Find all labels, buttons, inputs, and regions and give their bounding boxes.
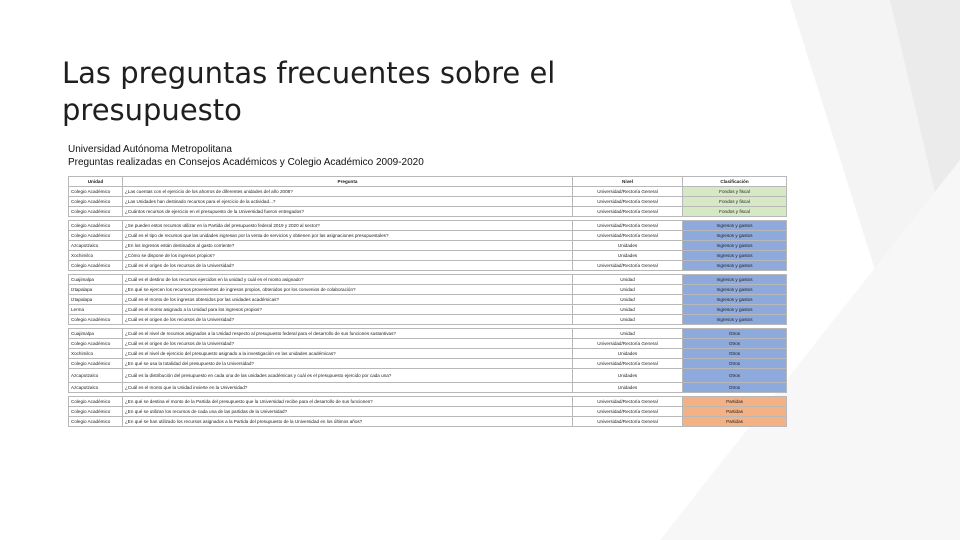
table-row — [69, 251, 787, 261]
table-row — [69, 315, 787, 325]
cell-pregunta: ¿Cuál es el origen de los recursos de la Universidad? — [123, 261, 573, 271]
header-pregunta: Pregunta — [123, 177, 573, 187]
cell-pregunta: ¿Cómo se dispone de los ingresos propios? — [123, 251, 573, 261]
cell-unidad: Colegio Académico — [69, 187, 123, 197]
table-row — [69, 329, 787, 339]
cell-nivel: Universidad/Rectoría General — [573, 407, 683, 417]
cell-pregunta: ¿Cuál es la distribución del presupuesto en cada una de las unidades académicas y cuál es el presupuesto ejercido por cada una? — [123, 369, 573, 383]
cell-nivel: Universidad/Rectoría General — [573, 221, 683, 231]
cell-nivel: Unidad — [573, 285, 683, 295]
cell-clasificacion: Ingresos y gastos — [683, 261, 787, 271]
cell-pregunta: ¿Cuántos recursos de ejercicio en el presupuesto de la Universidad fueron entregados? — [123, 207, 573, 217]
cell-pregunta: ¿Cuál es el nivel de recursos asignados a la Unidad respecto al presupuesto federal para el desarrollo de sus funciones sustantivas? — [123, 329, 573, 339]
cell-clasificacion: Ingresos y gastos — [683, 251, 787, 261]
cell-unidad: Iztapalapa — [69, 295, 123, 305]
cell-pregunta: ¿Las cuentas con el ejercicio de los ahorros de diferentes unidades del año 2008? — [123, 187, 573, 197]
cell-nivel: Unidad — [573, 295, 683, 305]
table-row — [69, 305, 787, 315]
cell-unidad: Xochimilco — [69, 349, 123, 359]
cell-nivel: Unidades — [573, 241, 683, 251]
cell-unidad: Colegio Académico — [69, 359, 123, 369]
cell-pregunta: ¿Cuál es el origen de los recursos de la Universidad? — [123, 315, 573, 325]
cell-unidad: Colegio Académico — [69, 417, 123, 427]
table-row — [69, 197, 787, 207]
cell-nivel: Universidad/Rectoría General — [573, 417, 683, 427]
table-row — [69, 359, 787, 369]
cell-nivel: Universidad/Rectoría General — [573, 397, 683, 407]
cell-clasificacion: Otros — [683, 383, 787, 393]
cell-nivel: Universidad/Rectoría General — [573, 339, 683, 349]
header-nivel: Nivel — [573, 177, 683, 187]
cell-pregunta: ¿En qué se ejercen los recursos provenientes de ingresos propios, obtenidos por los convenios de colaboración? — [123, 285, 573, 295]
cell-unidad: Colegio Académico — [69, 261, 123, 271]
cell-nivel: Universidad/Rectoría General — [573, 207, 683, 217]
table-row — [69, 417, 787, 427]
slide-title: Las preguntas frecuentes sobre el presupuesto — [62, 56, 556, 127]
table-row — [69, 295, 787, 305]
table-header-row — [69, 177, 787, 187]
cell-unidad: Azcapotzalco — [69, 369, 123, 383]
cell-pregunta: ¿En qué se destina el monto de la Partida del presupuesto que la Universidad recibe para el desarrollo de sus funciones? — [123, 397, 573, 407]
cell-clasificacion: Ingresos y gastos — [683, 305, 787, 315]
cell-clasificacion: Partidas — [683, 397, 787, 407]
table-row — [69, 187, 787, 197]
cell-clasificacion: Partidas — [683, 417, 787, 427]
cell-pregunta: ¿Cuál es el monto que la Unidad invierte en la Universidad? — [123, 383, 573, 393]
subtitle-institution: Universidad Autónoma Metropolitana — [68, 144, 232, 155]
cell-unidad: Xochimilco — [69, 251, 123, 261]
cell-pregunta: ¿En los ingresos están destinados al gasto corriente? — [123, 241, 573, 251]
cell-clasificacion: Ingresos y gastos — [683, 241, 787, 251]
cell-unidad: Colegio Académico — [69, 397, 123, 407]
cell-pregunta: ¿En qué se utilizan los recursos de cada una de las partidas de la Universidad? — [123, 407, 573, 417]
cell-unidad: Colegio Académico — [69, 197, 123, 207]
table-row — [69, 407, 787, 417]
cell-unidad: Azcapotzalco — [69, 241, 123, 251]
table-row — [69, 285, 787, 295]
cell-nivel: Unidades — [573, 369, 683, 383]
table-row — [69, 339, 787, 349]
cell-clasificacion: Partidas — [683, 407, 787, 417]
cell-clasificacion: Ingresos y gastos — [683, 295, 787, 305]
cell-pregunta: ¿Se pueden estos recursos utilizar en la Partida del presupuesto federal 2019 y 2020 al sector? — [123, 221, 573, 231]
cell-nivel: Universidad/Rectoría General — [573, 187, 683, 197]
cell-nivel: Unidad — [573, 305, 683, 315]
subtitle-description: Preguntas realizadas en Consejos Académicos y Colegio Académico 2009-2020 — [68, 157, 424, 168]
cell-pregunta: ¿Cuál es el tipo de recursos que las unidades ingresan por la venta de servicios y obtienen por las asignaciones presupuestales? — [123, 231, 573, 241]
cell-clasificacion: Otros — [683, 359, 787, 369]
cell-nivel: Unidades — [573, 383, 683, 393]
questions-table — [68, 176, 787, 427]
cell-clasificacion: Fondos y fiscal — [683, 187, 787, 197]
cell-pregunta: ¿Cuál es el monto de los ingresos obtenidos por las unidades académicas? — [123, 295, 573, 305]
table-row — [69, 349, 787, 359]
cell-unidad: Colegio Académico — [69, 407, 123, 417]
cell-clasificacion: Ingresos y gastos — [683, 275, 787, 285]
cell-pregunta: ¿Cuál es el monto asignado a la Unidad para los ingresos propios? — [123, 305, 573, 315]
cell-clasificacion: Ingresos y gastos — [683, 285, 787, 295]
cell-unidad: Iztapalapa — [69, 285, 123, 295]
cell-nivel: Universidad/Rectoría General — [573, 231, 683, 241]
header-unidad: Unidad — [69, 177, 123, 187]
cell-unidad: Colegio Académico — [69, 207, 123, 217]
table-row — [69, 383, 787, 393]
cell-unidad: Colegio Académico — [69, 315, 123, 325]
cell-unidad: Lerma — [69, 305, 123, 315]
cell-pregunta: ¿Cuál es el destino de los recursos ejercidos en la unidad y cuál es el monto asignado? — [123, 275, 573, 285]
table-body — [69, 187, 787, 427]
cell-nivel: Universidad/Rectoría General — [573, 197, 683, 207]
cell-unidad: Colegio Académico — [69, 339, 123, 349]
cell-clasificacion: Fondos y fiscal — [683, 207, 787, 217]
cell-nivel: Unidad — [573, 329, 683, 339]
table-row — [69, 231, 787, 241]
cell-pregunta: ¿Cuál es el origen de los recursos de la Universidad? — [123, 339, 573, 349]
cell-clasificacion: Otros — [683, 329, 787, 339]
cell-clasificacion: Otros — [683, 349, 787, 359]
table-row — [69, 241, 787, 251]
cell-unidad: Colegio Académico — [69, 231, 123, 241]
cell-clasificacion: Ingresos y gastos — [683, 221, 787, 231]
cell-clasificacion: Fondos y fiscal — [683, 197, 787, 207]
cell-unidad: Azcapotzalco — [69, 383, 123, 393]
cell-pregunta: ¿En qué se usa la totalidad del presupuesto de la Universidad? — [123, 359, 573, 369]
cell-pregunta: ¿Cuál es el nivel de ejercicio del presupuesto asignado a la investigación en las unidades académicas? — [123, 349, 573, 359]
cell-unidad: Cuajimalpa — [69, 275, 123, 285]
table-row — [69, 221, 787, 231]
cell-clasificacion: Otros — [683, 369, 787, 383]
table-row — [69, 397, 787, 407]
table-row — [69, 261, 787, 271]
cell-clasificacion: Otros — [683, 339, 787, 349]
cell-nivel: Unidad — [573, 315, 683, 325]
table-row — [69, 275, 787, 285]
cell-unidad: Colegio Académico — [69, 221, 123, 231]
cell-pregunta: ¿En qué se han utilizado los recursos asignados a la Partida del presupuesto de la Universidad en los últimos años? — [123, 417, 573, 427]
cell-nivel: Unidades — [573, 349, 683, 359]
cell-unidad: Cuajimalpa — [69, 329, 123, 339]
table-row — [69, 207, 787, 217]
cell-clasificacion: Ingresos y gastos — [683, 231, 787, 241]
cell-nivel: Unidades — [573, 251, 683, 261]
cell-pregunta: ¿Las Unidades han destinado recursos para el ejercicio de la actividad...? — [123, 197, 573, 207]
table-row — [69, 369, 787, 383]
cell-nivel: Universidad/Rectoría General — [573, 261, 683, 271]
cell-nivel: Universidad/Rectoría General — [573, 359, 683, 369]
header-clasificacion: Clasificación — [683, 177, 787, 187]
cell-clasificacion: Ingresos y gastos — [683, 315, 787, 325]
cell-nivel: Unidad — [573, 275, 683, 285]
